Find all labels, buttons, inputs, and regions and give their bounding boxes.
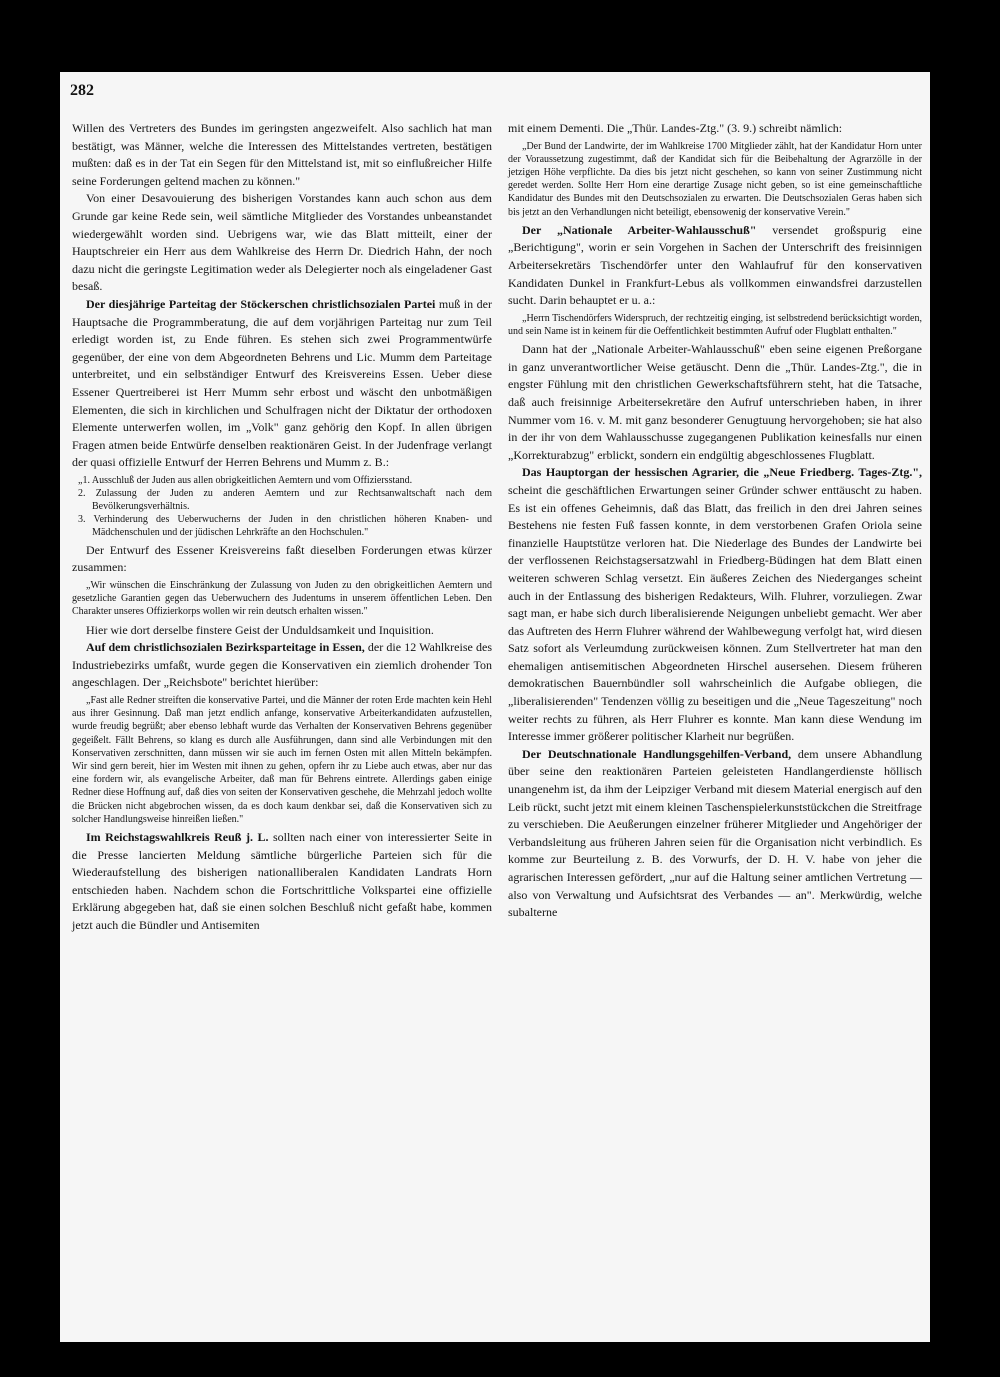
section-text: der die 12 Wahlkreise des Industriebezirks umfaßt, wurde gegen die Konservativen ein ziemlich drohender Ton angeschlagen. Der „Reichsbote" berichtet hierüber: bbox=[72, 640, 492, 690]
paragraph: Willen des Vertreters des Bundes im geringsten angezweifelt. Also sachlich hat man bestätigt, was Männer, welche die Interessen des Mittelstandes vertreten, bestätigen mußten: daß es in der Tat ein Segen für den Mittelstand ist, mit so einflußreicher Hilfe seine Forderungen geltend machen zu können." bbox=[72, 121, 492, 188]
quote-block: „Der Bund der Landwirte, der im Wahlkreise 1700 Mitglieder zählt, hat der Kandidatur Horn unter der Voraussetzung zugestimmt, daß der Kandidat sich für die Beibehaltung der Agrarzölle in der jetzigen Höhe verpflichte. Da dies bis jetzt nicht geschehen, so kann von seiner Zustimmung nicht geredet werden. Sollte Herr Horn eine derartige Zusage nicht geben, so ist eine gemeinschaftliche Kandidatur des Bundes mit den Deutschsozialen zu erwarten. Die Deutschsozialen Geras haben sich bis jetzt an den Verhandlungen nicht beteiligt, ebensowenig der konservative Verein." bbox=[508, 140, 922, 218]
paragraph: Dann hat der „Nationale Arbeiter-Wahlausschuß" eben seine eigenen Preßorgane in ganz unverantwortlicher Weise getäuscht. Denn die „Thür. Landes-Ztg.", die in engster Fühlung mit den christlichen Gewerkschaftsführern steht, hat die Tatsache, daß auch freisinnige Arbeitersekretäre den Aufruf unterschrieben haben, in ihrer Nummer vom 16. v. M. mit ganz besonderer Genugtuung hervorgehoben; sie hat also in der ihr von dem Wahlausschusse zugegangenen Publikation keinesfalls nur einen „Korrekturabzug" erblickt, sondern ein endgültig abgeschlossenes Flugblatt. bbox=[508, 342, 922, 462]
list-item: „1. Ausschluß der Juden aus allen obrigkeitlichen Aemtern und vom Offiziersstand. bbox=[78, 474, 413, 486]
paragraph bbox=[72, 829, 492, 935]
demands-list bbox=[72, 474, 492, 539]
section-lead: Der diesjährige Parteitag der Stöckerschen christlichsozialen Partei bbox=[86, 296, 436, 311]
paragraph: Der Entwurf des Essener Kreisvereins faßt dieselben Forderungen etwas kürzer zusammen: bbox=[72, 542, 492, 575]
newspaper-page bbox=[60, 72, 930, 1342]
section-lead: Der „Nationale Arbeiter-Wahlausschuß" bbox=[522, 222, 757, 237]
section-lead: Auf dem christlichsozialen Bezirksparteitage in Essen, bbox=[86, 640, 365, 655]
section-text: versendet großspurig eine „Berichtigung", worin er sein Vorgehen in Sachen der Unterschrift des freisinnigen Arbeitersekretärs Tischendörfer unter den Wahlaufruf für den konservativen Kandidaten Dunkel in Frankfurt-Lebus als vollkommen einwandsfrei darzustellen sucht. Darin behauptet er u. a.: bbox=[508, 222, 922, 308]
section-text: sollten nach einer von interessierter Seite in die Presse lancierten Meldung sämtliche bürgerliche Parteien sich für die Wiederaufstellung des bisherigen nationalliberalen Kandidaten Landrats Horn entschieden haben. Nachdem schon die Fortschrittliche Volkspartei eine offizielle Erklärung abgegeben hat, daß sie einen solchen Beschluß nicht gefaßt habe, kommen jetzt auch die Bündler und Antisemiten bbox=[72, 830, 492, 933]
list-item: 2. Zulassung der Juden zu anderen Aemtern und zur Rechtsanwaltschaft nach dem Bevölkerungsverhältnis. bbox=[78, 487, 492, 512]
paragraph bbox=[508, 222, 922, 310]
paragraph: mit einem Dementi. Die „Thür. Landes-Ztg." (3. 9.) schreibt nämlich: bbox=[508, 121, 843, 135]
section-lead: Der Deutschnationale Handlungsgehilfen-Verband, bbox=[522, 746, 792, 761]
left-column bbox=[72, 120, 492, 935]
paragraph bbox=[508, 746, 922, 922]
paragraph: Von einer Desavouierung des bisherigen Vorstandes kann auch schon aus dem Grunde gar keine Rede sein, weil sämtliche Mitglieder des Vorstandes unbeanstandet wiedergewählt worden sind. Uebrigens war, wie das Blatt mitteilt, einer der Hauptschreier ein Herr aus dem Wahlkreise des Herrn Dr. Diedrich Hahn, der noch dazu nicht die geringste Legitimation weder als Delegierter noch als eingeladener Gast besaß. bbox=[72, 191, 492, 294]
paragraph bbox=[72, 639, 492, 692]
section-lead: Das Hauptorgan der hessischen Agrarier, die „Neue Friedberg. Tages-Ztg.", bbox=[522, 465, 922, 480]
quote-block: „Fast alle Redner streiften die konservative Partei, und die Männer der roten Erde machten kein Hehl aus ihrer Gesinnung. Daß man jetzt endlich anfange, konservative Arbeiterkandidaten aufzustellen, wurde freudig begrüßt; aber ebenso lebhaft wurde das Verhalten der Konservativen Behrens gegenüber gegeißelt. Fällt Behrens, so klang es durch alle Ausführungen, dann sind alle Verbindungen mit den Konservativen zerschnitten, dann müssen wir sie auch im fernen Osten mit allen Mitteln bekämpfen. Wir sind gern bereit, hier im Westen mit ihnen zu gehen, opfern ihr zu Liebe auch etwas, aber nur das eine fordern wir, als evangelische Arbeiter, daß man für Behrens eintrete. Allerdings gaben einige Redner diese Hoffnung auf, daß dies von seiten der Konservativen geschehe, die Mehrzahl jedoch wollte die Brücken nicht abgebrochen wissen, da es doch kaum denkbar sei, daß die Konservativen sich zu solcher Handlungsweise hinreißen ließen." bbox=[72, 695, 492, 825]
list-item: 3. Verhinderung des Ueberwucherns der Juden in den christlichen höheren Knaben- und Mädchenschulen und der jüdischen Lehrkräfte an den Hochschulen." bbox=[78, 513, 492, 538]
quote-block: „Wir wünschen die Einschränkung der Zulassung von Juden zu den obrigkeitlichen Aemtern und gesetzliche Garantien gegen das Ueberwuchern des Judentums in unserem öffentlichen Leben. Den Charakter unseres Offizierkorps wollen wir rein deutsch erhalten wissen." bbox=[72, 580, 492, 618]
section-text: dem unsere Abhandlung über seine den reaktionären Parteien geleisteten Handlangerdienste höllisch unangenehm ist, da ihm der Leipziger Verband mit diesem Material energisch auf den Leib rückt, sucht jetzt mit einem kleinen Taschenspielerkunststückchen die Streitfrage zu verschieben. Die Aeußerungen einzelner früherer Mitglieder und Angehöriger der Verbandsleitung aus früheren Jahren seien für die Organisation nicht verbindlich. Es komme zur Beurteilung z. B. des Vorwurfs, der D. H. V. habe von jeher die agrarischen Interessen gefördert, „nur auf die Haltung seiner amtlichen Vertretung — also von Verwaltung und Aufsichtsrat des Verbandes — an". Merkwürdig, welche subalterne bbox=[508, 746, 922, 920]
quote-block: „Herrn Tischendörfers Widerspruch, der rechtzeitig einging, ist selbstredend berücksichtigt worden, und sein Name ist in keinem für die Oeffentlichkeit bestimmten Aufruf oder Flugblatt enthalten." bbox=[508, 312, 922, 337]
section-text: scheint die geschäftlichen Erwartungen seiner Gründer schwer enttäuscht zu haben. Es ist ein offenes Geheimnis, daß das Blatt, das freilich in den drei Jahren seines Bestehens nie festen Fuß fassen konnte, in dem verstorbenen Grafen Oriola seine finanzielle Hauptstütze verloren hat. Die Niederlage des Bundes der Landwirte bei der verflossenen Reichstagsersatzwahl in Friedberg-Büdingen hat dem Blatt einen weiteren schweren Schlag versetzt. Ein äußeres Zeichen des Niederganges scheint auch in der Entlassung des bisherigen Redakteurs, Wilh. Fluhrer, vorzuliegen. Zwar sagt man, er habe sich durch liberalisierende Neigungen unbeliebt gemacht. Wer aber das Auftreten des Herrn Fluhrer während der Wahlbewegung verfolgt hat, wird diesen Satz sofort als Verleumdung zurückweisen können. Zum Stellvertreter hat man den ehemaligen antisemitischen Abgeordneten Hirschel ausersehen. Diesem früheren demokratischen Bauernbündler soll wahrscheinlich die Aufgabe obliegen, die „liberalisierenden" Tendenzen völlig zu beseitigen und die „Neue Tageszeitung" noch weiter rechts zu führen, als Herr Fluhrer es konnte. Man kann diese Wendung im Interesse immer größerer politischer Klarheit nur begrüßen. bbox=[508, 482, 922, 744]
paragraph bbox=[508, 464, 922, 746]
page-number: 282 bbox=[70, 82, 94, 99]
section-lead: Im Reichstagswahlkreis Reuß j. L. bbox=[86, 830, 269, 845]
paragraph bbox=[72, 296, 492, 472]
right-column bbox=[508, 120, 922, 922]
section-text: muß in der Hauptsache die Programmberatung, die auf dem vorjährigen Parteitag nur zum Teil erledigt worden ist, zu Ende führen. Es stehen sich zwei Programmentwürfe gegenüber, der eine von dem Abgeordneten Behrens und Lic. Mumm dem Parteitage unterbreitet, und ein selbständiger Entwurf des Kreisvereins Essen. Ueber diese Essener Quertreiberei ist Herr Mumm sehr erbost und wäscht den unbotmäßigen Elementen, die sich in kirchlichen und Schulfragen nicht der Diktatur der orthodoxen Elemente unterwerfen wollen, im „Volk" ganz gehörig den Kopf. In allen übrigen Fragen atmen beide Entwürfe denselben reaktionären Geist. In der Judenfrage verlangt der quasi offizielle Entwurf der Herren Behrens und Mumm z. B.: bbox=[72, 296, 492, 470]
paragraph: Hier wie dort derselbe finstere Geist der Unduldsamkeit und Inquisition. bbox=[86, 622, 434, 637]
